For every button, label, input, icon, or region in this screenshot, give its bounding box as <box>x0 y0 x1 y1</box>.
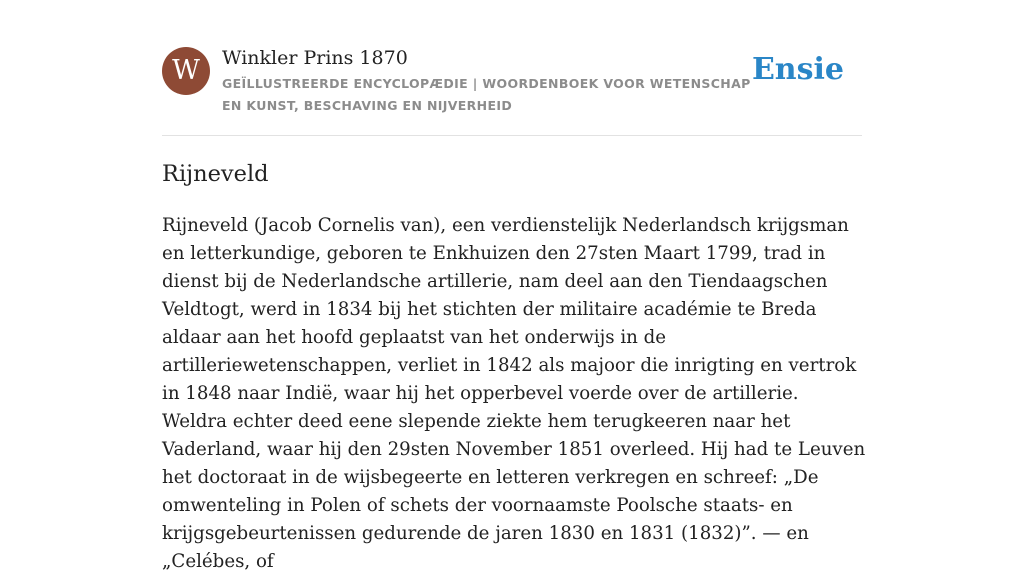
source-header <box>162 44 862 136</box>
source-subtitle: GEÏLLUSTREERDE ENCYCLOPÆDIE | WOORDENBOEK VOOR WETENSCHAP EN KUNST, BESCHAVING EN NIJVERHEID <box>222 76 751 113</box>
source-avatar: W <box>162 47 210 95</box>
source-title[interactable]: Winkler Prins 1870 <box>222 47 408 69</box>
entry-body: Rijneveld (Jacob Cornelis van), een verdienstelijk Nederlandsch krijgsman en letterkundige, geboren te Enkhuizen den 27sten Maart 1799, trad in dienst bij de Nederlandsche artillerie, nam deel aan den Tiendaagschen Veldtogt, werd in 1834 bij het stichten der militaire académie te Breda aldaar aan het hoofd geplaatst van het onderwijs in de artilleriewetenschappen, verliet in 1842 als majoor die inrigting en vertrok in 1848 naar Indië, waar hij het opperbevel voerde over de artillerie. Weldra echter deed eene slepende ziekte hem terugkeeren naar het Vaderland, waar hij den 29sten November 1851 overleed. Hij had te Leuven het doctoraat in de wijsbegeerte en letteren verkregen en schreef: „De omwenteling in Polen of schets der voornaamste Poolsche staats- en krijgsgebeurtenissen gedurende de jaren 1830 en 1831 (1832)”. — en „Celébes, of <box>162 215 866 572</box>
entry-title: Rijneveld <box>162 161 269 187</box>
ensie-logo[interactable]: Ensie <box>751 52 844 87</box>
header-divider <box>162 135 862 136</box>
